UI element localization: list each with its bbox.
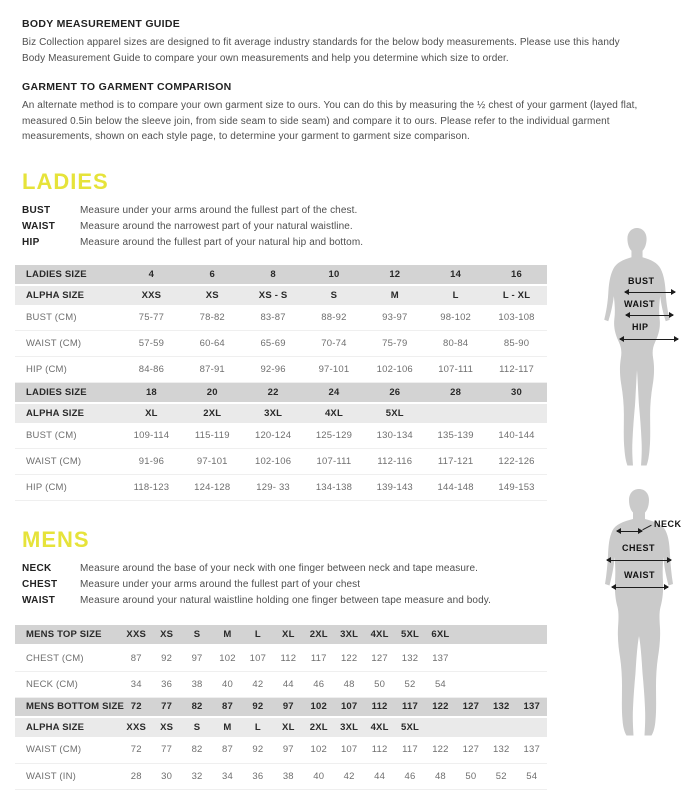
table-cell: 4 <box>121 265 182 285</box>
table-cell: 60-64 <box>182 331 243 357</box>
row-label: CHEST (CM) <box>15 645 121 671</box>
table-cell: 118-123 <box>121 475 182 501</box>
row-label: WAIST (IN) <box>15 763 121 789</box>
table-cell: 92-96 <box>243 357 304 383</box>
definition-term: WAIST <box>22 220 56 232</box>
table-cell: 115-119 <box>182 423 243 449</box>
table-cell: 92 <box>243 737 273 763</box>
table-cell <box>486 403 547 423</box>
waist-measure-label: WAIST <box>624 299 655 309</box>
table-cell <box>456 717 486 737</box>
definition-text: Measure around the fullest part of your natural hip and bottom. <box>80 236 364 248</box>
row-label: ALPHA SIZE <box>15 403 121 423</box>
table-cell: 102 <box>212 645 242 671</box>
table-cell: 24 <box>304 383 365 403</box>
table-row <box>15 625 547 645</box>
table-cell: 54 <box>516 763 547 789</box>
table-cell: 137 <box>425 645 455 671</box>
table-row <box>15 475 547 501</box>
table-cell: 107-111 <box>304 449 365 475</box>
garment-comparison-title: GARMENT TO GARMENT COMPARISON <box>22 81 232 93</box>
table-cell: 40 <box>304 763 334 789</box>
row-label: NECK (CM) <box>15 671 121 697</box>
table-cell: 10 <box>304 265 365 285</box>
table-cell: 91-96 <box>121 449 182 475</box>
definition-row <box>22 561 700 577</box>
definition-text: Measure under your arms around the fullest part of your chest <box>80 579 361 590</box>
table-cell: 78-82 <box>182 305 243 331</box>
table-cell: XL <box>273 625 303 645</box>
table-cell: 127 <box>456 737 486 763</box>
definition-term: BUST <box>22 204 51 216</box>
table-cell: S <box>182 625 212 645</box>
table-cell: 75-77 <box>121 305 182 331</box>
table-cell <box>516 645 547 671</box>
table-cell: 2XL <box>182 403 243 423</box>
definition-term: WAIST <box>22 595 56 606</box>
table-row <box>15 697 547 717</box>
bust-measure-arrow-icon <box>625 292 675 293</box>
table-cell: 117-121 <box>425 449 486 475</box>
table-cell: 72 <box>121 737 151 763</box>
table-cell: 92 <box>151 645 181 671</box>
definition-row <box>22 577 700 593</box>
mens-size-table <box>15 625 547 790</box>
table-cell <box>456 671 486 697</box>
table-cell: 77 <box>151 737 181 763</box>
ladies-definitions <box>22 203 700 251</box>
table-cell: 6XL <box>425 625 455 645</box>
table-cell: 44 <box>364 763 394 789</box>
table-cell: 125-129 <box>304 423 365 449</box>
row-label: WAIST (CM) <box>15 331 121 357</box>
neck-measure-label: NECK <box>654 519 682 529</box>
table-cell: 140-144 <box>486 423 547 449</box>
table-cell: 54 <box>425 671 455 697</box>
table-cell: 87 <box>212 697 242 717</box>
table-cell: XXS <box>121 625 151 645</box>
mens-definitions <box>22 561 700 609</box>
hip-measure-label: HIP <box>632 322 649 332</box>
table-cell: 130-134 <box>364 423 425 449</box>
table-cell: 82 <box>182 697 212 717</box>
table-cell: M <box>212 717 242 737</box>
table-cell: 127 <box>364 645 394 671</box>
body-measurement-guide-text: Biz Collection apparel sizes are designed to fit average industry standards for the below body measurements. Please use this handy Body Measurement Guide to compare your own measurements and help you determine which size to order. <box>22 37 620 64</box>
table-cell: 22 <box>243 383 304 403</box>
table-cell: XL <box>121 403 182 423</box>
table-cell: 42 <box>334 763 364 789</box>
table-cell: 5XL <box>395 717 425 737</box>
table-cell: 109-114 <box>121 423 182 449</box>
definition-row <box>22 235 700 251</box>
table-cell <box>425 403 486 423</box>
table-cell: 34 <box>212 763 242 789</box>
table-cell: 112-117 <box>486 357 547 383</box>
definition-term: HIP <box>22 236 40 248</box>
definition-text: Measure under your arms around the fullest part of the chest. <box>80 204 358 216</box>
table-cell: S <box>182 717 212 737</box>
table-cell: 26 <box>364 383 425 403</box>
table-cell: 117 <box>395 737 425 763</box>
table-cell: 38 <box>273 763 303 789</box>
definition-row <box>22 219 700 235</box>
table-cell: 83-87 <box>243 305 304 331</box>
ladies-size-table <box>15 265 547 502</box>
table-cell: 46 <box>304 671 334 697</box>
row-label: MENS TOP SIZE <box>15 625 121 645</box>
table-cell: 42 <box>243 671 273 697</box>
table-cell: XXS <box>121 717 151 737</box>
neck-measure-arrow-icon <box>617 531 642 532</box>
table-cell: 132 <box>486 737 516 763</box>
table-row <box>15 331 547 357</box>
table-cell: XS <box>151 717 181 737</box>
table-cell <box>516 717 547 737</box>
table-cell: 124-128 <box>182 475 243 501</box>
table-cell: 2XL <box>304 717 334 737</box>
table-cell: 87-91 <box>182 357 243 383</box>
table-cell: 137 <box>516 697 547 717</box>
definition-text: Measure around the base of your neck with one finger between neck and tape measure. <box>80 563 478 574</box>
table-cell <box>486 671 516 697</box>
waist-measure-arrow-icon <box>612 587 668 588</box>
body-measurement-guide-title: BODY MEASUREMENT GUIDE <box>22 18 181 30</box>
table-cell: 120-124 <box>243 423 304 449</box>
intro-section <box>0 0 700 145</box>
table-cell: 28 <box>121 763 151 789</box>
table-cell: 98-102 <box>425 305 486 331</box>
table-cell: 135-139 <box>425 423 486 449</box>
definition-term: CHEST <box>22 579 58 590</box>
table-cell: 122-126 <box>486 449 547 475</box>
table-cell: 28 <box>425 383 486 403</box>
table-cell: 129- 33 <box>243 475 304 501</box>
row-label: WAIST (CM) <box>15 737 121 763</box>
row-label: ALPHA SIZE <box>15 717 121 737</box>
table-cell: 93-97 <box>364 305 425 331</box>
table-cell: 12 <box>364 265 425 285</box>
table-cell: 46 <box>395 763 425 789</box>
table-cell: 137 <box>516 737 547 763</box>
table-cell <box>486 717 516 737</box>
garment-comparison-text: An alternate method is to compare your own garment size to ours. You can do this by measuring the ½ chest of your garment (layed flat, measured 0.5in below the sleeve join, from side seam to side seam) and compare it to ours. Please refer to the individual garment measurements, shown on each style page, to determine your garment to garment size comparison. <box>22 100 638 142</box>
table-cell: 6 <box>182 265 243 285</box>
female-silhouette <box>601 227 673 471</box>
row-label: MENS BOTTOM SIZE <box>15 697 121 717</box>
table-cell: 107 <box>243 645 273 671</box>
table-cell: 92 <box>243 697 273 717</box>
table-cell: L <box>243 625 273 645</box>
table-row <box>15 737 547 763</box>
table-cell: XS <box>182 285 243 305</box>
table-cell: 48 <box>425 763 455 789</box>
table-cell: M <box>364 285 425 305</box>
chest-measure-label: CHEST <box>622 543 656 553</box>
table-cell: L <box>243 717 273 737</box>
table-cell <box>516 625 547 645</box>
row-label: ALPHA SIZE <box>15 285 121 305</box>
table-cell: 122 <box>425 737 455 763</box>
table-row <box>15 423 547 449</box>
waist-measure-arrow-icon <box>626 315 673 316</box>
table-cell: 97-101 <box>182 449 243 475</box>
definition-text: Measure around the narrowest part of your natural waistline. <box>80 220 353 232</box>
table-cell: 102-106 <box>364 357 425 383</box>
table-cell: 107-111 <box>425 357 486 383</box>
row-label: BUST (CM) <box>15 423 121 449</box>
table-cell: 107 <box>334 697 364 717</box>
table-cell: 85-90 <box>486 331 547 357</box>
table-cell: 65-69 <box>243 331 304 357</box>
table-cell: 50 <box>364 671 394 697</box>
row-label: HIP (CM) <box>15 357 121 383</box>
row-label: HIP (CM) <box>15 475 121 501</box>
table-cell: 107 <box>334 737 364 763</box>
table-row <box>15 717 547 737</box>
table-cell: 18 <box>121 383 182 403</box>
table-cell: 3XL <box>243 403 304 423</box>
table-cell: 97 <box>182 645 212 671</box>
table-cell: 122 <box>425 697 455 717</box>
table-cell: 14 <box>425 265 486 285</box>
table-cell: 5XL <box>395 625 425 645</box>
table-cell: 3XL <box>334 717 364 737</box>
table-cell: 5XL <box>364 403 425 423</box>
table-row <box>15 449 547 475</box>
table-cell: 97 <box>273 697 303 717</box>
table-cell: 132 <box>395 645 425 671</box>
table-row <box>15 763 547 789</box>
table-cell: L <box>425 285 486 305</box>
ladies-heading: LADIES <box>22 168 109 194</box>
definition-row <box>22 593 700 609</box>
bust-measure-label: BUST <box>628 276 655 286</box>
table-cell: 16 <box>486 265 547 285</box>
table-row <box>15 383 547 403</box>
definition-text: Measure around your natural waistline holding one finger between tape measure and body. <box>80 595 491 606</box>
table-cell: 57-59 <box>121 331 182 357</box>
table-cell: 75-79 <box>364 331 425 357</box>
table-cell <box>486 645 516 671</box>
table-cell: 87 <box>121 645 151 671</box>
table-cell: 72 <box>121 697 151 717</box>
table-cell: 4XL <box>304 403 365 423</box>
table-cell <box>425 717 455 737</box>
table-cell: XXS <box>121 285 182 305</box>
table-cell: 134-138 <box>304 475 365 501</box>
table-cell: 52 <box>486 763 516 789</box>
row-label: WAIST (CM) <box>15 449 121 475</box>
table-row <box>15 305 547 331</box>
table-cell: 20 <box>182 383 243 403</box>
table-cell: 112 <box>364 737 394 763</box>
table-cell: XS - S <box>243 285 304 305</box>
table-cell <box>516 671 547 697</box>
table-cell: S <box>304 285 365 305</box>
chest-measure-arrow-icon <box>607 560 671 561</box>
table-cell: 50 <box>456 763 486 789</box>
table-cell: 4XL <box>364 625 394 645</box>
table-cell: 97-101 <box>304 357 365 383</box>
table-cell: 127 <box>456 697 486 717</box>
table-cell: 117 <box>304 645 334 671</box>
definition-row <box>22 203 700 219</box>
table-cell: XL <box>273 717 303 737</box>
table-row <box>15 403 547 423</box>
table-cell: 44 <box>273 671 303 697</box>
table-cell: 36 <box>243 763 273 789</box>
table-cell: 102 <box>304 697 334 717</box>
table-cell: 139-143 <box>364 475 425 501</box>
table-row <box>15 285 547 305</box>
waist-measure-label: WAIST <box>624 570 655 580</box>
table-cell: 84-86 <box>121 357 182 383</box>
table-cell: 102-106 <box>243 449 304 475</box>
table-cell: L - XL <box>486 285 547 305</box>
table-row <box>15 265 547 285</box>
mens-heading: MENS <box>22 527 90 552</box>
table-cell: 8 <box>243 265 304 285</box>
table-cell: 52 <box>395 671 425 697</box>
table-cell <box>456 645 486 671</box>
table-cell: 122 <box>334 645 364 671</box>
table-cell: XS <box>151 625 181 645</box>
table-cell: 82 <box>182 737 212 763</box>
table-cell: 112 <box>273 645 303 671</box>
table-cell: 32 <box>182 763 212 789</box>
table-cell: 149-153 <box>486 475 547 501</box>
row-label: LADIES SIZE <box>15 265 121 285</box>
table-cell: M <box>212 625 242 645</box>
table-cell: 34 <box>121 671 151 697</box>
table-cell: 70-74 <box>304 331 365 357</box>
table-cell: 30 <box>486 383 547 403</box>
table-cell: 80-84 <box>425 331 486 357</box>
table-cell: 112 <box>364 697 394 717</box>
table-row <box>15 645 547 671</box>
table-cell: 87 <box>212 737 242 763</box>
table-cell: 40 <box>212 671 242 697</box>
row-label: LADIES SIZE <box>15 383 121 403</box>
hip-measure-arrow-icon <box>620 339 678 340</box>
table-cell: 112-116 <box>364 449 425 475</box>
table-row <box>15 357 547 383</box>
table-cell: 144-148 <box>425 475 486 501</box>
table-cell: 103-108 <box>486 305 547 331</box>
table-cell: 38 <box>182 671 212 697</box>
table-cell: 102 <box>304 737 334 763</box>
table-cell: 30 <box>151 763 181 789</box>
table-cell: 117 <box>395 697 425 717</box>
table-cell: 2XL <box>304 625 334 645</box>
table-cell: 3XL <box>334 625 364 645</box>
table-cell: 77 <box>151 697 181 717</box>
table-cell: 36 <box>151 671 181 697</box>
table-cell <box>486 625 516 645</box>
definition-term: NECK <box>22 563 52 574</box>
table-cell: 97 <box>273 737 303 763</box>
table-row <box>15 671 547 697</box>
table-cell <box>456 625 486 645</box>
table-cell: 88-92 <box>304 305 365 331</box>
table-cell: 132 <box>486 697 516 717</box>
table-cell: 4XL <box>364 717 394 737</box>
row-label: BUST (CM) <box>15 305 121 331</box>
table-cell: 48 <box>334 671 364 697</box>
